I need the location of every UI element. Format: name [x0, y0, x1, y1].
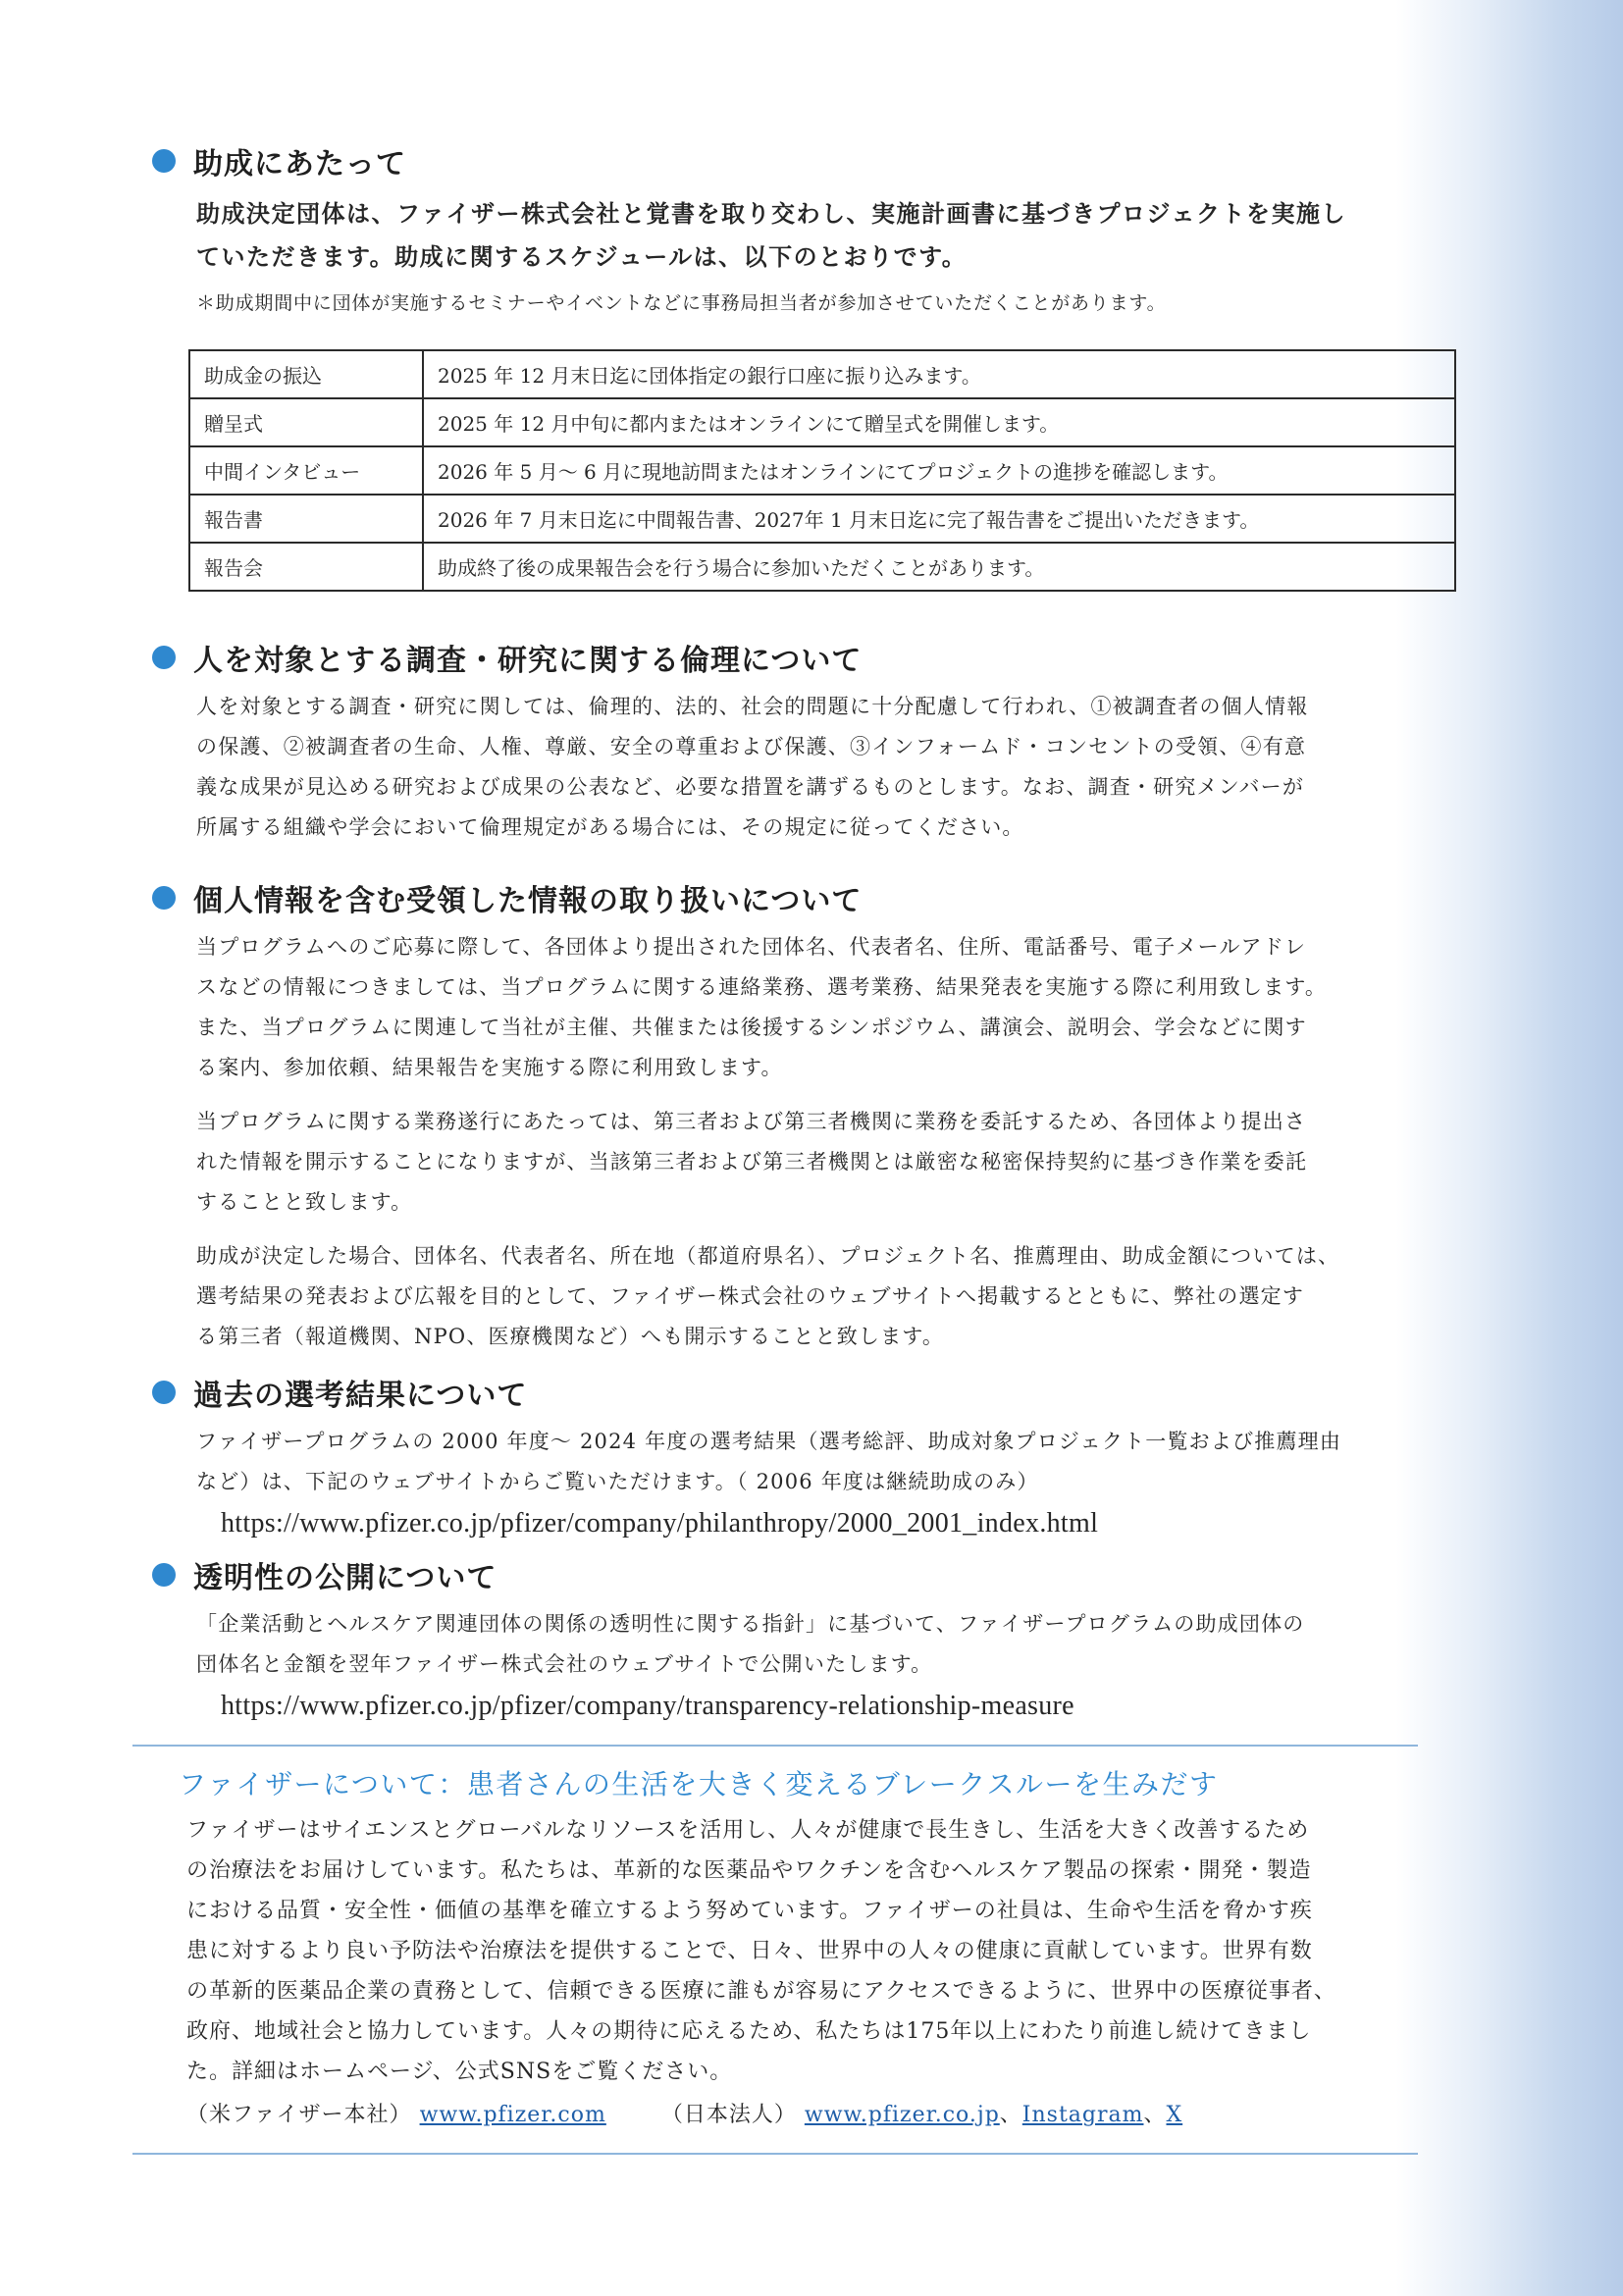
- text-line: 助成が決定した場合、団体名、代表者名、所在地（都道府県名）、プロジェクト名、推薦理由、助成金額については、: [196, 1244, 1340, 1268]
- schedule-label: 報告会: [189, 543, 423, 591]
- schedule-detail: 2026 年 5 月～ 6 月に現地訪問またはオンラインにてプロジェクトの進捗を確認します。: [423, 446, 1455, 495]
- schedule-detail: 2025 年 12 月末日迄に団体指定の銀行口座に振り込みます。: [423, 350, 1455, 398]
- text-line: スなどの情報につきましては、当プログラムに関する連絡業務、選考業務、結果発表を実施する際に利用致します。: [196, 975, 1328, 999]
- transparency-paragraph: [196, 1604, 1477, 1685]
- about-paragraph: [186, 1810, 1442, 2092]
- schedule-label: 贈呈式: [189, 398, 423, 446]
- divider-top: [132, 1745, 1418, 1747]
- pfizer-com-link[interactable]: www.pfizer.com: [419, 2103, 606, 2127]
- schedule-detail: 助成終了後の成果報告会を行う場合に参加いただくことがあります。: [423, 543, 1455, 591]
- section-title: [152, 876, 1477, 919]
- section-title-text: 過去の選考結果について: [193, 1379, 528, 1413]
- text-line: 「企業活動とヘルスケア関連団体の関係の透明性に関する指針」に基づいて、ファイザープログラムの助成団体の: [196, 1612, 1305, 1636]
- text-line: ていただきます。助成に関するスケジュールは、以下のとおりです。: [196, 243, 968, 271]
- section-title-text: 透明性の公開について: [193, 1561, 497, 1595]
- privacy-paragraph-2: [196, 1102, 1477, 1223]
- text-line: 義な成果が見込める研究および成果の公表など、必要な措置を講ずるものとします。なお、調査・研究メンバーが: [196, 775, 1305, 799]
- bullet-icon: [152, 149, 176, 173]
- about-links: [186, 2098, 1182, 2128]
- text-line: 人を対象とする調査・研究に関しては、倫理的、法的、社会的問題に十分配慮して行われ、①被調査者の個人情報: [196, 695, 1309, 718]
- table-row: [189, 350, 1455, 398]
- grant-intro: [196, 192, 1477, 279]
- text-line: など）は、下記のウェブサイトからご覧いただけます。（ 2006 年度は継続助成のみ）: [196, 1470, 1039, 1493]
- section-past-results: [152, 1371, 1477, 1539]
- about-title: ファイザーについて：患者さんの生活を大きく変えるブレークスルーを生みだす: [179, 1768, 1219, 1800]
- text-line: る案内、参加依頼、結果報告を実施する際に利用致します。: [196, 1056, 783, 1079]
- schedule-label: 中間インタビュー: [189, 446, 423, 495]
- section-title: [152, 636, 1477, 679]
- section-title: [152, 139, 1477, 183]
- section-privacy: [152, 876, 1477, 1357]
- text-line: る第三者（報道機関、NPO、医療機関など）へも開示することと致します。: [196, 1325, 945, 1348]
- text-line: することと致します。: [196, 1190, 413, 1214]
- separator: 、: [1143, 2103, 1167, 2127]
- bullet-icon: [152, 886, 176, 910]
- text-line: 当プログラムに関する業務遂行にあたっては、第三者および第三者機関に業務を委託するため、各団体より提出さ: [196, 1110, 1307, 1133]
- pfizer-co-jp-link[interactable]: www.pfizer.co.jp: [804, 2103, 1000, 2127]
- text-line: 団体名と金額を翌年ファイザー株式会社のウェブサイトで公開いたします。: [196, 1652, 933, 1676]
- ethics-paragraph: [196, 687, 1477, 848]
- section-title-text: 人を対象とする調査・研究に関する倫理について: [193, 644, 863, 678]
- section-title: [152, 1371, 1477, 1414]
- section-ethics: [152, 636, 1477, 848]
- section-transparency: [152, 1553, 1477, 1722]
- text-line: 政府、地域社会と協力しています。人々の期待に応えるため、私たちは175年以上にわたり前進し続けてきまし: [186, 2019, 1312, 2044]
- text-line: の保護、②被調査者の生命、人権、尊厳、安全の尊重および保護、③インフォームド・コンセントの受領、④有意: [196, 735, 1307, 758]
- bullet-icon: [152, 1381, 176, 1404]
- privacy-paragraph-3: [196, 1236, 1477, 1357]
- text-line: れた情報を開示することになりますが、当該第三者および第三者機関とは厳密な秘密保持契約に基づき作業を委託: [196, 1150, 1308, 1174]
- schedule-label: 助成金の振込: [189, 350, 423, 398]
- schedule-table: [188, 349, 1456, 592]
- us-label: （米ファイザー本社）: [186, 2103, 412, 2127]
- jp-label: （日本法人）: [660, 2103, 797, 2127]
- privacy-paragraph-1: [196, 927, 1477, 1088]
- text-line: 所属する組織や学会において倫理規定がある場合には、その規定に従ってください。: [196, 815, 1024, 839]
- section-title: [152, 1553, 1477, 1596]
- table-row: [189, 446, 1455, 495]
- divider-bottom: [132, 2153, 1418, 2155]
- text-line: の治療法をお届けしています。私たちは、革新的な医薬品やワクチンを含むヘルスケア製品の探索・開発・製造: [186, 1858, 1312, 1883]
- text-line: 患に対するより良い予防法や治療法を提供することで、日々、世界中の人々の健康に貢献しています。世界有数: [186, 1939, 1313, 1963]
- section-title-text: 個人情報を含む受領した情報の取り扱いについて: [193, 884, 863, 918]
- section-title-text: 助成にあたって: [193, 147, 406, 182]
- past-paragraph: [196, 1422, 1477, 1502]
- table-row: [189, 495, 1455, 543]
- text-line: 当プログラムへのご応募に際して、各団体より提出された団体名、代表者名、住所、電話番号、電子メールアドレ: [196, 935, 1307, 959]
- table-row: [189, 543, 1455, 591]
- section-grant: [152, 139, 1477, 315]
- transparency-url[interactable]: https://www.pfizer.co.jp/pfizer/company/transparency-relationship-measure: [221, 1691, 1074, 1721]
- schedule-detail: 2026 年 7 月末日迄に中間報告書、2027年 1 月末日迄に完了報告書をご提出いただきます。: [423, 495, 1455, 543]
- table-row: [189, 398, 1455, 446]
- x-link[interactable]: X: [1166, 2103, 1183, 2127]
- text-line: また、当プログラムに関連して当社が主催、共催または後援するシンポジウム、講演会、説明会、学会などに関す: [196, 1016, 1307, 1039]
- schedule-detail: 2025 年 12 月中旬に都内またはオンラインにて贈呈式を開催します。: [423, 398, 1455, 446]
- text-line: ファイザープログラムの 2000 年度～ 2024 年度の選考結果（選考総評、助成対象プロジェクト一覧および推薦理由: [196, 1430, 1342, 1453]
- past-results-url[interactable]: https://www.pfizer.co.jp/pfizer/company/philanthropy/2000_2001_index.html: [221, 1508, 1099, 1539]
- text-line: における品質・安全性・価値の基準を確立するよう努めています。ファイザーの社員は、生命や生活を脅かす疾: [186, 1899, 1313, 1923]
- text-line: 選考結果の発表および広報を目的として、ファイザー株式会社のウェブサイトへ掲載するとともに、弊社の選定す: [196, 1284, 1305, 1308]
- text-line: た。詳細はホームページ、公式SNSをご覧ください。: [186, 2060, 733, 2084]
- text-line: 助成決定団体は、ファイザー株式会社と覚書を取り交わし、実施計画書に基づきプロジェクトを実施し: [196, 200, 1347, 228]
- bullet-icon: [152, 1563, 176, 1587]
- text-line: の革新的医薬品企業の責務として、信頼できる医療に誰もが容易にアクセスできるように、世界中の医療従事者、: [186, 1979, 1336, 2004]
- schedule-label: 報告書: [189, 495, 423, 543]
- grant-note: ＊助成期間中に団体が実施するセミナーやイベントなどに事務局担当者が参加させていただくことがあります。: [196, 292, 1167, 314]
- text-line: ファイザーはサイエンスとグローバルなリソースを活用し、人々が健康で長生きし、生活を大きく改善するため: [186, 1818, 1310, 1843]
- separator: 、: [999, 2103, 1022, 2127]
- instagram-link[interactable]: Instagram: [1021, 2103, 1144, 2127]
- bullet-icon: [152, 646, 176, 669]
